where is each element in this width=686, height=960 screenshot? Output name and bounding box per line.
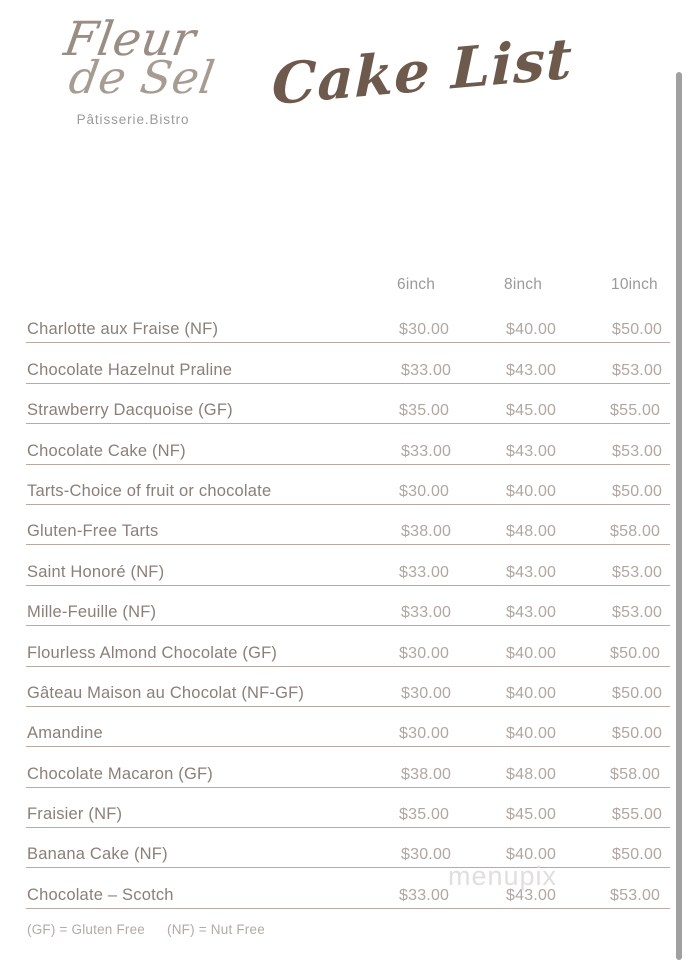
menu-item-price: $35.00 [399,806,450,824]
row-rule [26,867,670,868]
row-rule [26,504,670,505]
row-rule [26,706,670,707]
menu-item-name: Gluten-Free Tarts [27,522,159,541]
menu-item-price: $43.00 [506,604,557,622]
menu-item-price: $53.00 [612,563,663,581]
menu-item-price: $40.00 [506,321,557,339]
table-row [0,472,686,512]
menu-item-price: $53.00 [612,442,663,460]
column-header-8inch: 8inch [504,276,543,293]
menu-item-name: Strawberry Dacquoise (GF) [27,401,233,420]
menu-item-price: $55.00 [610,402,661,420]
allergen-legend [27,922,265,937]
menu-item-price: $33.00 [399,563,450,581]
legend-nut-free: (NF) = Nut Free [167,922,265,937]
menu-item-price: $43.00 [506,563,557,581]
table-row [0,754,686,794]
menu-item-price: $50.00 [612,846,663,864]
menupix-watermark: menupix [448,861,558,891]
row-rule [26,746,670,747]
menu-item-price: $30.00 [399,482,450,500]
menu-item-price: $53.00 [610,886,661,904]
page-title: Cake List [271,25,574,119]
menu-item-price: $40.00 [506,644,557,662]
menu-item-name: Banana Cake (NF) [27,845,168,864]
menu-item-price: $48.00 [506,523,557,541]
menu-item-name: Chocolate Macaron (GF) [27,764,213,783]
menu-item-price: $40.00 [506,684,557,702]
menu-item-name: Tarts-Choice of fruit or chocolate [27,481,272,500]
row-rule [26,423,670,424]
legend-gluten-free: (GF) = Gluten Free [27,922,146,937]
menu-item-price: $45.00 [506,402,557,420]
table-row [0,633,686,673]
menu-item-price: $33.00 [399,886,450,904]
menu-item-price: $58.00 [610,765,661,783]
menu-item-name: Chocolate Cake (NF) [27,441,186,460]
menu-item-name: Fraisier (NF) [27,805,123,824]
cake-price-table [0,276,686,916]
menu-item-price: $30.00 [399,725,450,743]
menu-item-name: Flourless Almond Chocolate (GF) [27,643,278,662]
menu-item-price: $53.00 [612,361,663,379]
menu-item-price: $40.00 [506,725,557,743]
row-rule [26,383,670,384]
table-row [0,552,686,592]
row-rule [26,342,670,343]
menu-item-name: Chocolate – Scotch [27,885,174,904]
menu-item-price: $50.00 [612,725,663,743]
menu-item-price: $40.00 [506,846,557,864]
brand-script-lockup [38,12,228,105]
table-row [0,795,686,835]
menu-item-price: $38.00 [401,523,452,541]
menu-item-name: Mille-Feuille (NF) [27,603,157,622]
row-rule [26,666,670,667]
table-row [0,835,686,875]
menu-item-price: $30.00 [399,644,450,662]
column-header-6inch: 6inch [397,276,436,293]
menu-item-name: Amandine [27,724,103,743]
table-row [0,593,686,633]
vertical-scrollbar-track[interactable] [676,0,686,960]
brand-tagline: Pâtisserie.Bistro [76,111,190,127]
menu-item-price: $30.00 [401,684,452,702]
menu-item-price: $33.00 [401,361,452,379]
menu-item-price: $33.00 [401,442,452,460]
table-rows [0,310,686,916]
row-rule [26,544,670,545]
menu-item-price: $30.00 [399,321,450,339]
menu-item-price: $43.00 [506,886,557,904]
menu-item-price: $50.00 [612,321,663,339]
menu-item-price: $50.00 [612,684,663,702]
menu-item-name: Chocolate Hazelnut Praline [27,360,233,379]
brand-script-line-1: Fleur [60,12,200,67]
menu-item-name: Gâteau Maison au Chocolat (NF-GF) [27,683,305,702]
row-rule [26,908,670,909]
table-row [0,391,686,431]
row-rule [26,787,670,788]
menu-item-price: $35.00 [399,402,450,420]
row-rule [26,625,670,626]
table-row [0,431,686,471]
menu-item-price: $43.00 [506,442,557,460]
menu-item-price: $48.00 [506,765,557,783]
menu-item-price: $40.00 [506,482,557,500]
menu-item-name: Charlotte aux Fraise (NF) [27,320,219,339]
menu-item-price: $50.00 [612,482,663,500]
row-rule [26,464,670,465]
menu-item-price: $38.00 [401,765,452,783]
row-rule [26,827,670,828]
table-row [0,875,686,915]
menu-item-price: $53.00 [612,604,663,622]
menu-item-price: $58.00 [610,523,661,541]
brand-logo [38,12,228,168]
brand-script-line-2: de Sel [65,51,219,105]
table-row [0,714,686,754]
vertical-scrollbar-thumb[interactable] [676,72,682,960]
table-row [0,310,686,350]
table-row [0,350,686,390]
menu-item-price: $43.00 [506,361,557,379]
table-row [0,512,686,552]
column-header-10inch: 10inch [611,276,658,293]
table-row [0,674,686,714]
row-rule [26,585,670,586]
menu-item-name: Saint Honoré (NF) [27,562,165,581]
menu-item-price: $33.00 [401,604,452,622]
menu-item-price: $55.00 [612,806,663,824]
menu-item-price: $45.00 [506,806,557,824]
table-column-headers [0,276,686,310]
menu-item-price: $30.00 [401,846,452,864]
menu-item-price: $50.00 [610,644,661,662]
